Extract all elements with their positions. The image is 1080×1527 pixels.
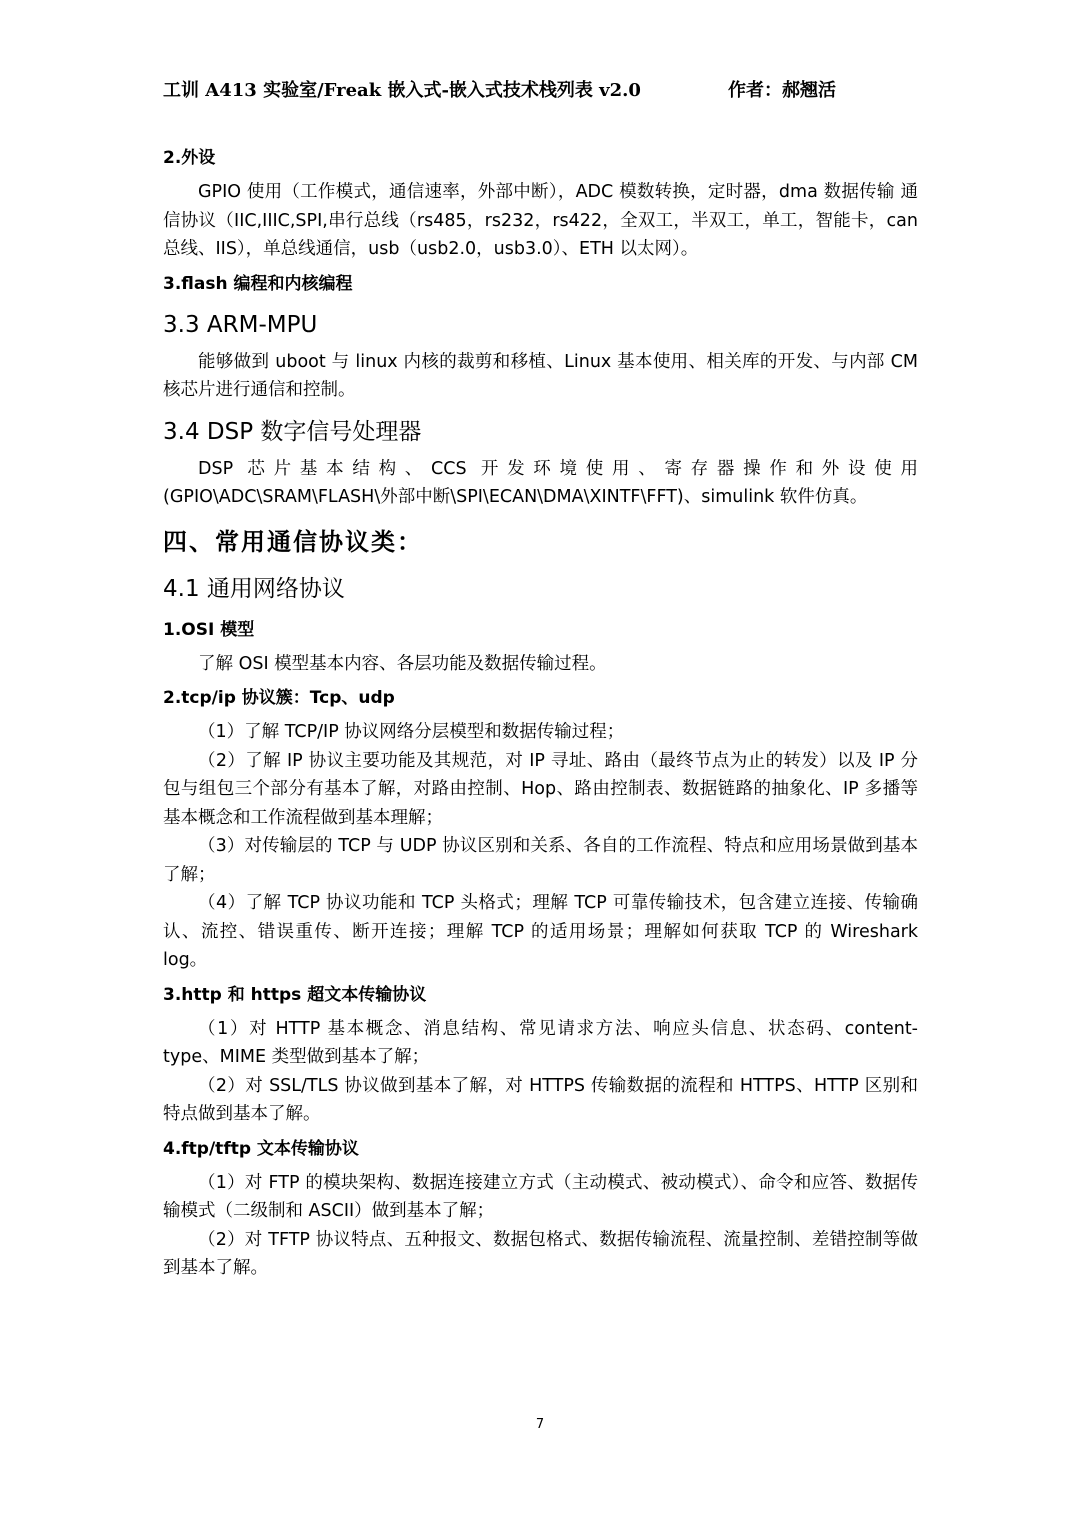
header-title: 工训 A413 实验室/Freak 嵌入式-嵌入式技术栈列表 v2.0	[163, 80, 641, 101]
paragraph-ftp-2: （2）对 TFTP 协议特点、五种报文、数据包格式、数据传输流程、流量控制、差错控制等做到基本了解。	[163, 1229, 918, 1278]
heading-4-1: 4.1 通用网络协议	[163, 575, 345, 602]
heading-ftp: 4.ftp/tftp 文本传输协议	[163, 1138, 359, 1159]
heading-osi: 1.OSI 模型	[163, 619, 255, 640]
paragraph-tcpip-1: （1）了解 TCP/IP 协议网络分层模型和数据传输过程；	[198, 722, 625, 742]
heading-flash: 3.flash 编程和内核编程	[163, 273, 353, 294]
paragraph-peripheral: GPIO 使用（工作模式，通信速率，外部中断），ADC 模数转换，定时器，dma 数据传输 通信协议（IIC,IIIC,SPI,串行总线（rs485，rs232，rs422，全双工，半双工，单工，智能卡，can 总线、IIS），单总线通信，usb（usb2.0，usb3.0）、ETH 以太网）。	[163, 182, 918, 259]
page-body	[163, 144, 918, 1283]
heading-dsp: 3.4 DSP 数字信号处理器	[163, 418, 422, 445]
paragraph-tcpip-3: （3）对传输层的 TCP 与 UDP 协议区别和关系、各自的工作流程、特点和应用场景做到基本了解；	[163, 836, 918, 885]
paragraph-ftp-1: （1）对 FTP 的模块架构、数据连接建立方式（主动模式、被动模式）、命令和应答、数据传输模式（二级制和 ASCII）做到基本了解；	[163, 1172, 918, 1221]
heading-http: 3.http 和 https 超文本传输协议	[163, 984, 427, 1005]
paragraph-osi: 了解 OSI 模型基本内容、各层功能及数据传输过程。	[198, 653, 607, 674]
chapter-heading-4: 四、常用通信协议类：	[163, 526, 423, 556]
paragraph-http-1: （1）对 HTTP 基本概念、消息结构、常见请求方法、响应头信息、状态码、content-type、MIME 类型做到基本了解；	[163, 1018, 918, 1067]
page-header	[163, 78, 923, 104]
page-number: 7	[535, 1417, 545, 1432]
paragraph-dsp: DSP 芯片基本结构、CCS 开发环境使用、寄存器操作和外设使用(GPIO\ADC\SRAM\FLASH\外部中断\SPI\ECAN\DMA\XINTF\FFT)、simulink 软件仿真。	[163, 458, 918, 507]
paragraph-tcpip-4: （4）了解 TCP 协议功能和 TCP 头格式；理解 TCP 可靠传输技术，包含建立连接、传输确认、流控、错误重传、断开连接；理解 TCP 的适用场景；理解如何获取 TCP 的 Wireshark log。	[163, 893, 918, 970]
paragraph-http-2: （2）对 SSL/TLS 协议做到基本了解，对 HTTPS 传输数据的流程和 HTTPS、HTTP 区别和特点做到基本了解。	[163, 1075, 918, 1124]
heading-arm-mpu: 3.3 ARM-MPU	[163, 311, 318, 338]
paragraph-arm-mpu: 能够做到 uboot 与 linux 内核的裁剪和移植、Linux 基本使用、相关库的开发、与内部 CM 核芯片进行通信和控制。	[163, 351, 918, 400]
header-author: 作者：郝翘活	[728, 80, 836, 101]
paragraph-tcpip-2: （2）了解 IP 协议主要功能及其规范，对 IP 寻址、路由（最终节点为止的转发）以及 IP 分包与组包三个部分有基本了解，对路由控制、Hop、路由控制表、数据链路的抽象化、IP 多播等基本概念和工作流程做到基本理解；	[163, 750, 918, 828]
heading-peripheral: 2.外设	[163, 148, 216, 168]
heading-tcpip: 2.tcp/ip 协议簇：Tcp、udp	[163, 688, 395, 708]
